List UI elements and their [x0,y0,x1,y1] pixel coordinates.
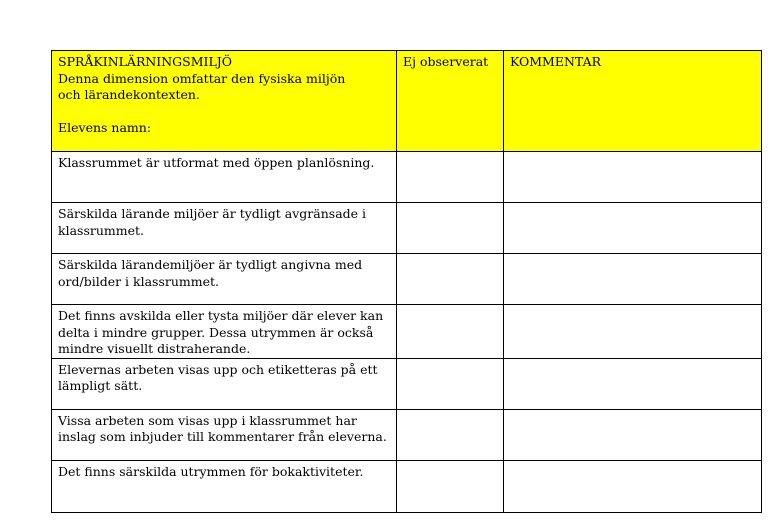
table-row [52,358,762,409]
table-row [52,152,762,203]
dimension-description: Denna dimension omfattar den fysiska miljön och lärandekontexten. [58,70,346,102]
observation-table [51,50,762,513]
not-observed-cell[interactable] [397,152,504,203]
criterion-text: Särskilda lärande miljöer är tydligt avgränsade i klassrummet. [52,203,397,254]
table-row [52,203,762,254]
criterion-text: Särskilda lärandemiljöer är tydligt angivna med ord/bilder i klassrummet. [52,254,397,305]
table-row [52,409,762,460]
comment-header: KOMMENTAR [504,51,762,152]
comment-cell[interactable] [504,254,762,305]
criterion-text: Vissa arbeten som visas upp i klassrummet har inslag som inbjuder till kommentarer från eleverna. [52,409,397,460]
not-observed-header: Ej observerat [397,51,504,152]
table-row [52,254,762,305]
criterion-text: Klassrummet är utformat med öppen planlösning. [52,152,397,203]
comment-cell[interactable] [504,305,762,359]
table-header-row [52,51,762,152]
not-observed-cell[interactable] [397,254,504,305]
comment-cell[interactable] [504,152,762,203]
comment-cell[interactable] [504,460,762,512]
table-row [52,305,762,359]
student-name-label[interactable]: Elevens namn: [58,120,152,135]
dimension-header-cell [52,51,397,152]
criterion-text: Det finns särskilda utrymmen för bokaktiviteter. [52,460,397,512]
dimension-title: SPRÅKINLÄRNINGSMILJÖ [58,54,233,69]
comment-cell[interactable] [504,409,762,460]
not-observed-cell[interactable] [397,305,504,359]
table-row [52,460,762,512]
comment-cell[interactable] [504,358,762,409]
not-observed-cell[interactable] [397,358,504,409]
criterion-text: Elevernas arbeten visas upp och etiketteras på ett lämpligt sätt. [52,358,397,409]
comment-cell[interactable] [504,203,762,254]
not-observed-cell[interactable] [397,203,504,254]
not-observed-cell[interactable] [397,460,504,512]
not-observed-cell[interactable] [397,409,504,460]
criterion-text: Det finns avskilda eller tysta miljöer där elever kan delta i mindre grupper. Dessa utrymmen är också mindre visuellt distraherande. [52,305,397,359]
